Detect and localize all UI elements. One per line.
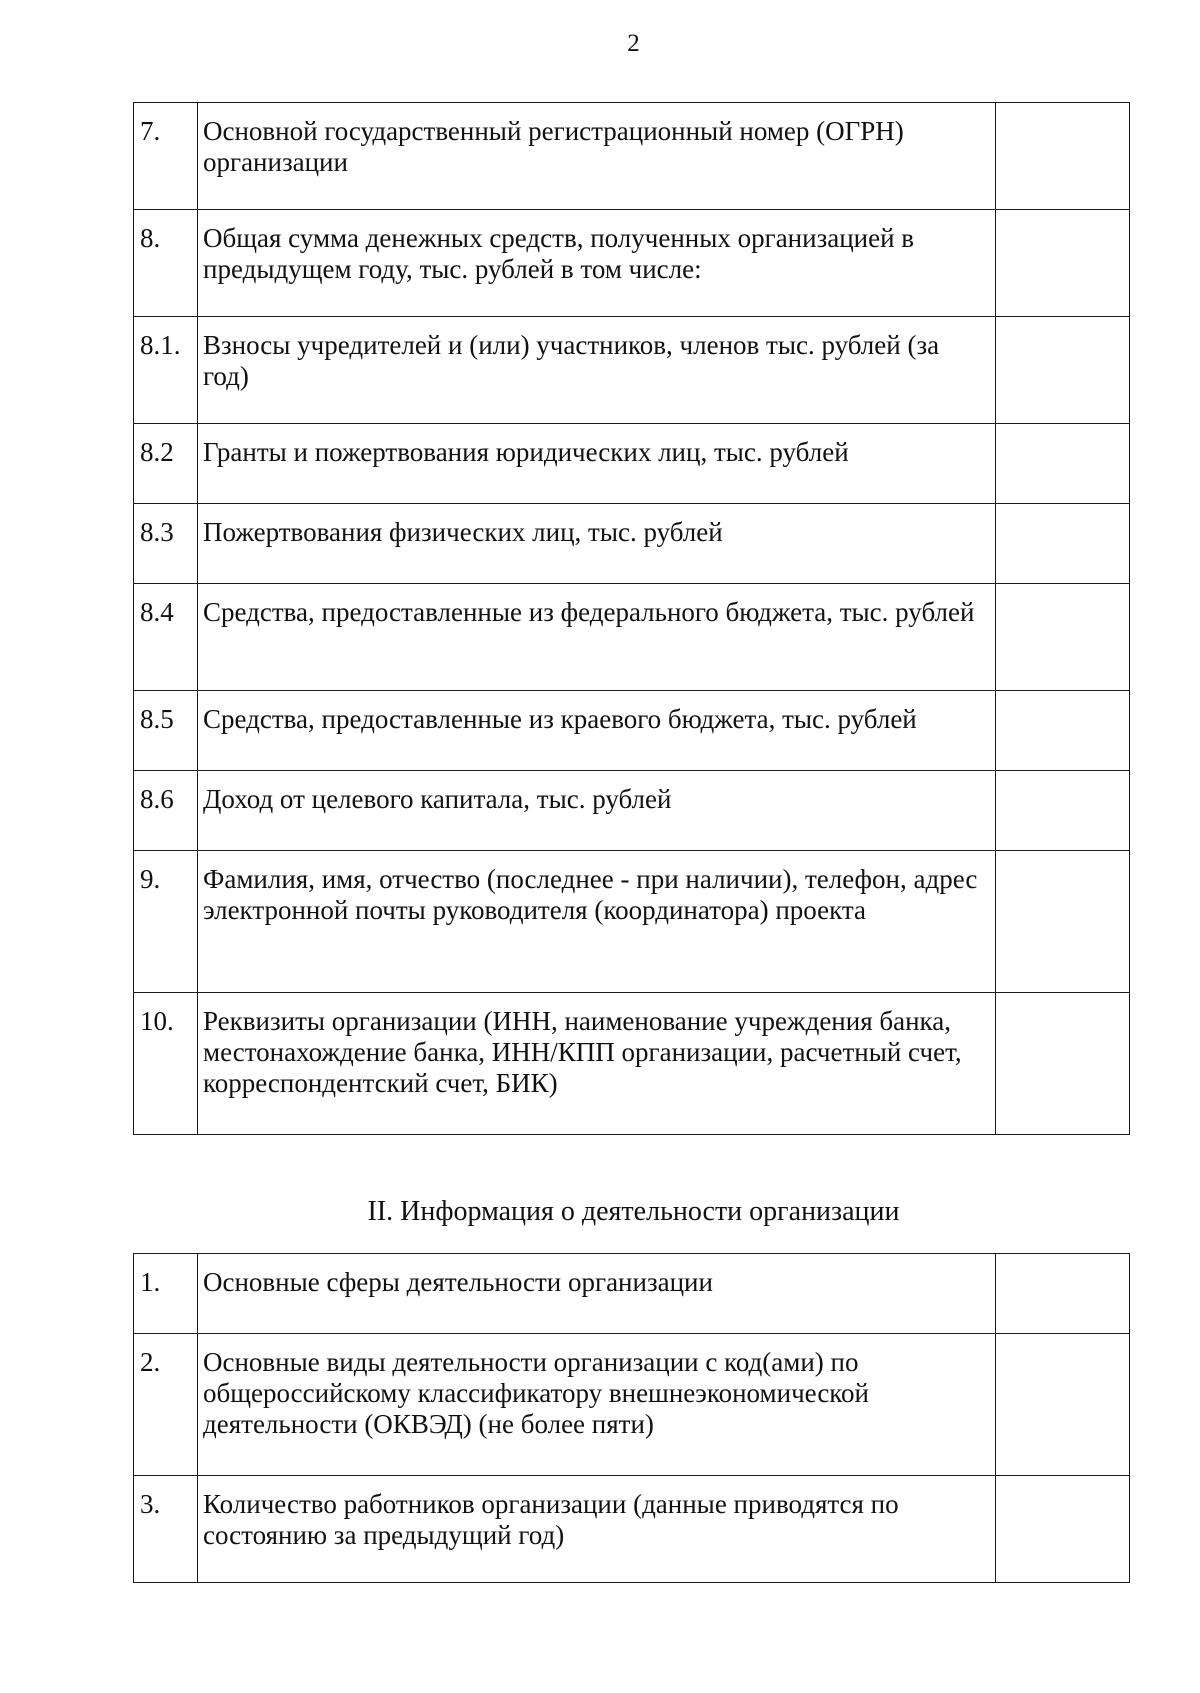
row-number: 7.	[134, 103, 198, 210]
row-number: 8.6	[134, 771, 198, 851]
value-cell[interactable]	[996, 851, 1130, 993]
row-label: Основной государственный регистрационный номер (ОГРН) организации	[198, 103, 996, 210]
table-row	[134, 691, 1130, 771]
table-row	[134, 1476, 1130, 1583]
table-row	[134, 993, 1130, 1135]
row-label: Основные сферы деятельности организации	[198, 1254, 996, 1334]
row-number: 3.	[134, 1476, 198, 1583]
table-row	[134, 317, 1130, 424]
row-label: Пожертвования физических лиц, тыс. рублей	[198, 504, 996, 584]
row-number: 8.4	[134, 584, 198, 691]
row-number: 1.	[134, 1254, 198, 1334]
value-cell[interactable]	[996, 317, 1130, 424]
row-label: Взносы учредителей и (или) участников, членов тыс. рублей (за год)	[198, 317, 996, 424]
value-cell[interactable]	[996, 1476, 1130, 1583]
value-cell[interactable]	[996, 993, 1130, 1135]
row-number: 8.3	[134, 504, 198, 584]
row-label: Реквизиты организации (ИНН, наименование учреждения банка, местонахождение банка, ИНН/КПП организации, расчетный счет, корреспондентский счет, БИК)	[198, 993, 996, 1135]
row-number: 9.	[134, 851, 198, 993]
row-number: 8.5	[134, 691, 198, 771]
table-row	[134, 584, 1130, 691]
value-cell[interactable]	[996, 504, 1130, 584]
value-cell[interactable]	[996, 691, 1130, 771]
row-label: Средства, предоставленные из федерального бюджета, тыс. рублей	[198, 584, 996, 691]
table-row	[134, 210, 1130, 317]
value-cell[interactable]	[996, 1334, 1130, 1476]
row-number: 8.1.	[134, 317, 198, 424]
table-row	[134, 504, 1130, 584]
row-label: Общая сумма денежных средств, полученных организацией в предыдущем году, тыс. рублей в том числе:	[198, 210, 996, 317]
table-row	[134, 771, 1130, 851]
row-label: Доход от целевого капитала, тыс. рублей	[198, 771, 996, 851]
table-row	[134, 851, 1130, 993]
row-number: 2.	[134, 1334, 198, 1476]
row-label: Гранты и пожертвования юридических лиц, тыс. рублей	[198, 424, 996, 504]
table-row	[134, 1254, 1130, 1334]
organization-info-table	[133, 102, 1130, 1135]
table-row	[134, 103, 1130, 210]
row-label: Фамилия, имя, отчество (последнее - при наличии), телефон, адрес электронной почты руководителя (координатора) проекта	[198, 851, 996, 993]
value-cell[interactable]	[996, 771, 1130, 851]
page-number: 2	[627, 30, 640, 57]
value-cell[interactable]	[996, 1254, 1130, 1334]
value-cell[interactable]	[996, 584, 1130, 691]
table-row	[134, 1334, 1130, 1476]
row-number: 8.2	[134, 424, 198, 504]
row-number: 10.	[134, 993, 198, 1135]
activity-info-table	[133, 1253, 1130, 1583]
row-number: 8.	[134, 210, 198, 317]
value-cell[interactable]	[996, 210, 1130, 317]
row-label: Основные виды деятельности организации с код(ами) по общероссийскому классификатору внешнеэкономической деятельности (ОКВЭД) (не более пяти)	[198, 1334, 996, 1476]
value-cell[interactable]	[996, 424, 1130, 504]
row-label: Средства, предоставленные из краевого бюджета, тыс. рублей	[198, 691, 996, 771]
value-cell[interactable]	[996, 103, 1130, 210]
row-label: Количество работников организации (данные приводятся по состоянию за предыдущий год)	[198, 1476, 996, 1583]
table-row	[134, 424, 1130, 504]
section-heading: II. Информация о деятельности организации	[367, 1196, 900, 1227]
